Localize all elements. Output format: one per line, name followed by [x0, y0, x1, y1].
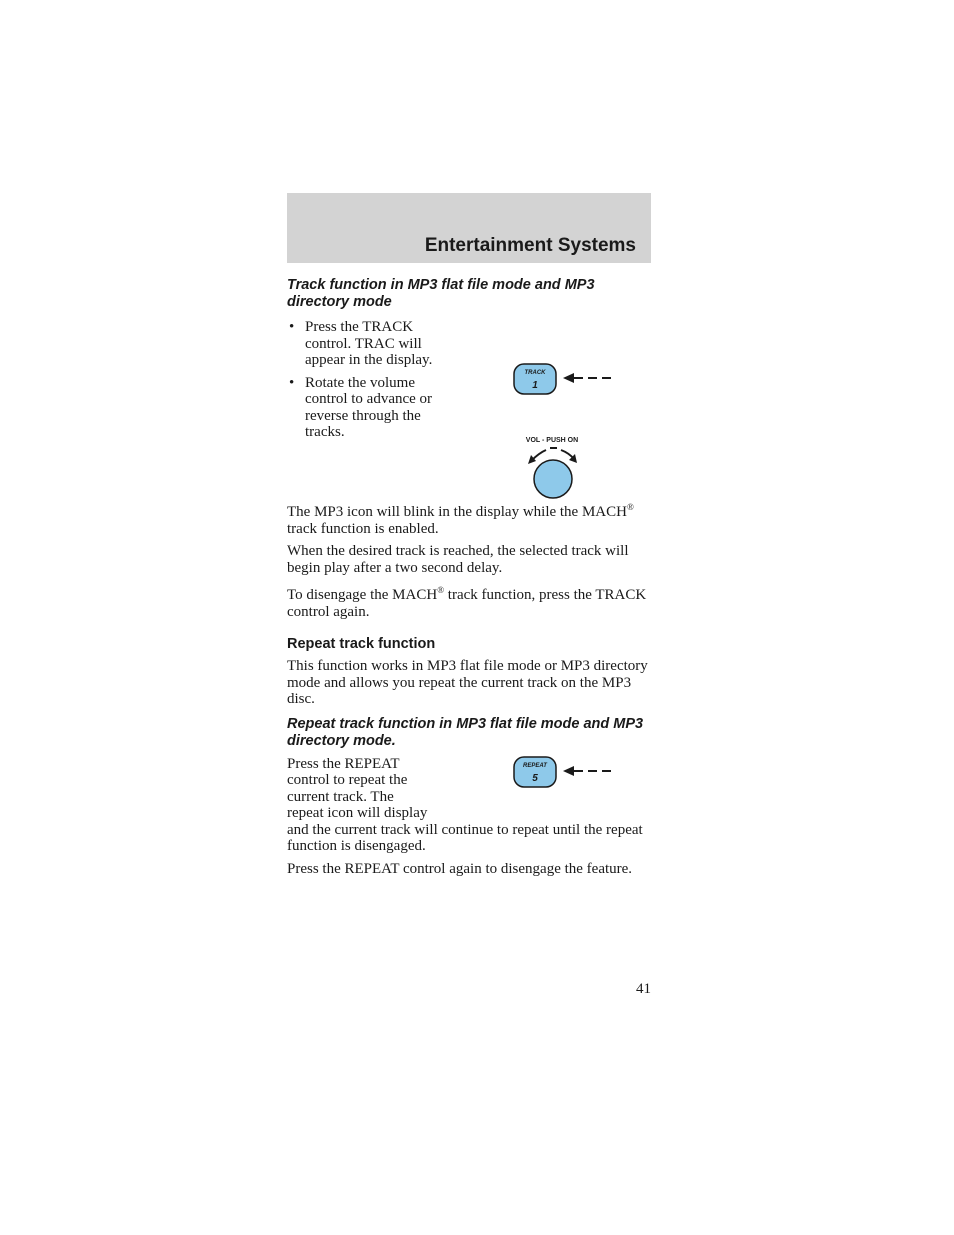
section-heading-repeat-track: Repeat track function [287, 636, 436, 652]
mp3-blink-paragraph: The MP3 icon will blink in the display while the MACH® track function is enabled. [287, 502, 634, 537]
repeat-button-illustration [511, 755, 621, 791]
repeat-continue-paragraph: and the current track will continue to repeat until the repeat function is disengaged. [287, 821, 643, 854]
repeat-button-label: REPEAT [523, 762, 547, 769]
header-band [287, 193, 651, 263]
volume-knob-icon [534, 460, 572, 498]
section-heading-repeat-mp3: Repeat track function in MP3 flat file mode and MP3 directory mode. [287, 715, 644, 749]
track-button-illustration [511, 362, 621, 398]
desired-track-paragraph: When the desired track is reached, the selected track will begin play after a two second delay. [287, 543, 629, 576]
repeat-line: control to repeat the [287, 772, 408, 788]
track-button-label: TRACK [524, 370, 546, 376]
page-number: 41 [636, 981, 651, 997]
list-item: • Rotate the volume control to advance or reverse through the tracks. [289, 374, 433, 440]
page-content [287, 277, 651, 883]
volume-knob-label: VOL - PUSH ON [525, 437, 579, 444]
track-instructions [287, 317, 651, 499]
repeat-intro-paragraph: This function works in MP3 flat file mode or MP3 directory mode and allows you repeat the current track on the MP3 disc. [287, 658, 648, 707]
repeat-disengage-paragraph: Press the REPEAT control again to disengage the feature. [287, 860, 633, 877]
arrow-left-icon [563, 373, 611, 383]
repeat-button-number: 5 [532, 772, 538, 784]
volume-knob-illustration [519, 431, 589, 499]
repeat-line: repeat icon will display [287, 805, 428, 821]
disengage-track-paragraph: To disengage the MACH® track function, press the TRACK control again. [287, 585, 647, 620]
repeat-instructions [287, 756, 651, 855]
section-heading-track-function: Track function in MP3 flat file mode and MP3 directory mode [287, 277, 595, 310]
page-title: Entertainment Systems [424, 235, 636, 256]
arrow-left-icon [563, 766, 611, 776]
track-button-number: 1 [532, 380, 538, 391]
repeat-line: current track. The [287, 788, 394, 805]
repeat-line: Press the REPEAT [287, 755, 400, 772]
list-item: • Press the TRACK control. TRAC will appear in the display. [289, 319, 433, 368]
